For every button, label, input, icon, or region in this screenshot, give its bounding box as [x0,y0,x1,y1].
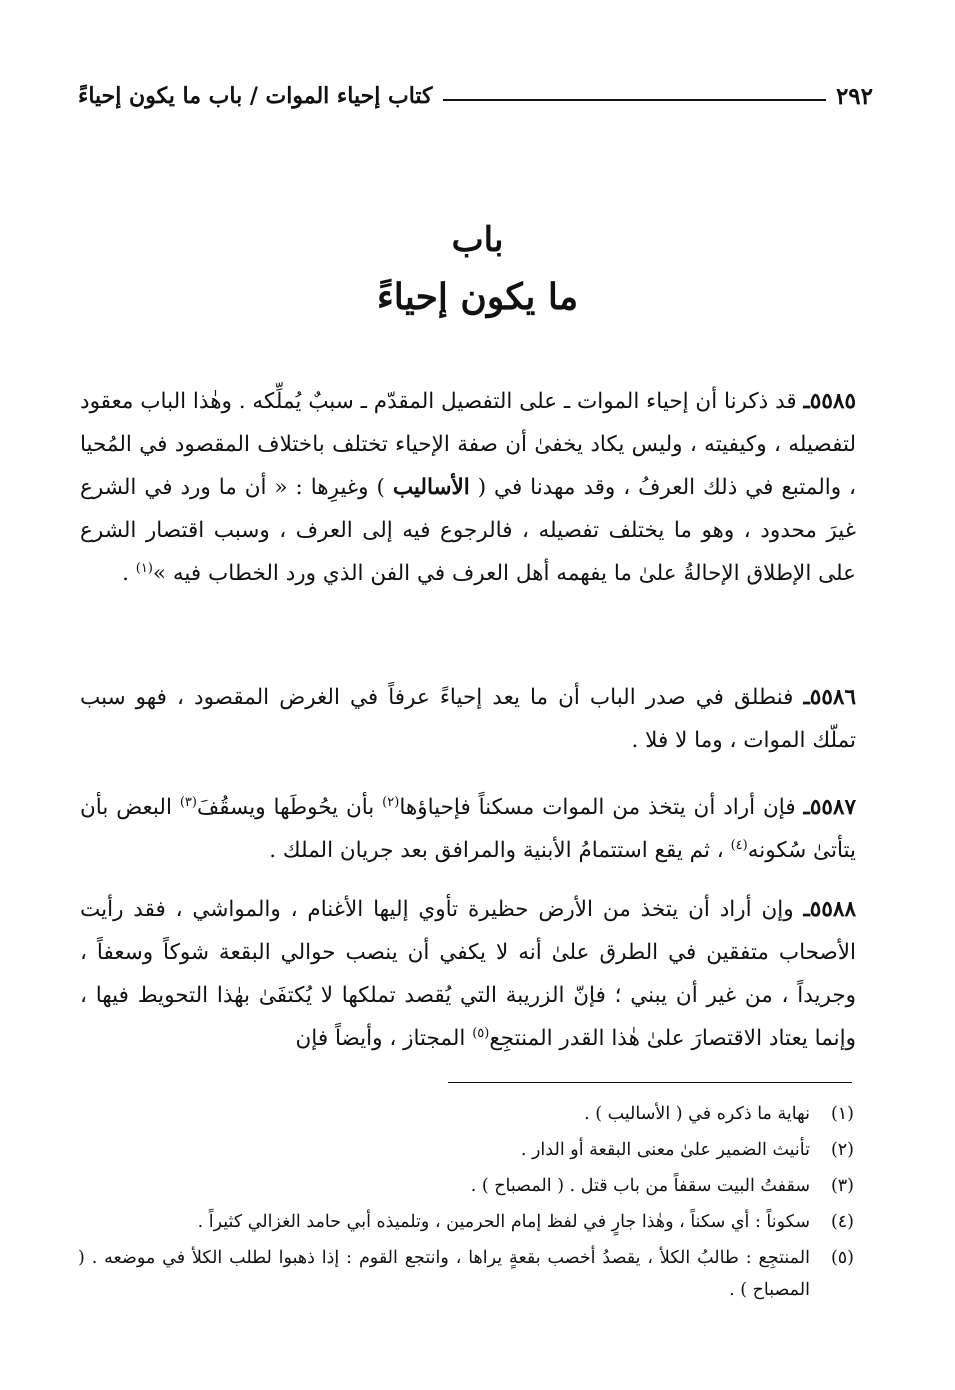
footnote-separator [448,1082,852,1083]
paragraph-number: ٥٥٨٦ـ [803,685,856,710]
bold-term: الأساليب [392,475,470,500]
running-title: كتاب إحياء الموات / باب ما يكون إحياءً [78,83,433,109]
footnote-marker: (٣) [830,1176,854,1196]
paragraph-number: ٥٥٨٨ـ [803,897,856,922]
footnote-text: سكوناً : أي سكناً ، وهٰذا جارٍ في لفظ إمام الحرمين ، وتلميذه أبي حامد الغزالي كثيراً . [197,1212,810,1232]
footnote-ref-2[interactable]: (٢) [382,794,400,810]
footnote-marker: (٢) [830,1140,854,1160]
paragraph-text: المجتاز ، وأيضاً فإن [295,1026,473,1051]
footnote-marker: (٥) [830,1248,854,1268]
paragraph-text: ) وغيرِها : « أن ما ورد في الشرع غيرَ محدود ، وهو ما يختلف تفصيله ، فالرجوع فيه إلى العرف ، وسبب اقتصار الشرع على الإطلاق الإحالةُ علىٰ ما يفهمه أهل العرف في الفن الذي ورد الخطاب فيه » [80,475,856,586]
paragraph-5586 [80,676,856,762]
footnote-3 [78,1170,860,1202]
footnote-2 [78,1134,860,1166]
footnote-ref-1[interactable]: (١) [135,560,153,576]
paragraph-text: بأن يحُوطَها ويسقُفَ [196,795,383,820]
footnote-marker: (١) [830,1104,854,1124]
paragraph-text: ، ثم يقع استتمامُ الأبنية والمرافق بعد جريان الملك . [269,838,731,863]
header-rule [443,99,826,101]
footnotes [78,1098,860,1310]
footnote-text: المنتجِع : طالبُ الكلأ ، يقصدُ أخصب بقعةٍ يراها ، وانتجع القوم : إذا ذهبوا لطلب الكلأ في موضعه . ( المصباح ) . [78,1248,810,1300]
footnote-marker: (٤) [830,1212,854,1232]
footnote-text: سقفتُ البيت سقفاً من باب قتل . ( المصباح ) . [470,1176,810,1196]
paragraph-number: ٥٥٨٥ـ [803,389,856,414]
footnote-4 [78,1206,860,1238]
footnote-5 [78,1242,860,1306]
running-header [78,76,873,116]
paragraph-text: فنطلق في صدر الباب أن ما يعد إحياءً عرفاً في الغرض المقصود ، فهو سبب تملّك الموات ، وما لا فلا . [80,685,856,753]
footnote-ref-3[interactable]: (٣) [179,794,197,810]
paragraph-text: قد ذكرنا أن إحياء الموات ـ على التفصيل المقدّم ـ سببٌ يُملِّكه . وهٰذا الباب معقود لتفصيله ، وكيفيته ، وليس يكاد يخفىٰ أن صفة الإحياء تختلف باختلاف المقصود في المُحيا ، والمتبع في ذلك العرفُ ، وقد مهدنا في ( [80,389,856,500]
chapter-title-line1: باب [451,220,504,260]
footnote-text: تأنيث الضمير علىٰ معنى البقعة أو الدار . [520,1140,810,1160]
paragraph-5585 [80,380,856,595]
chapter-title-line2: ما يكون إحياءً [376,276,579,318]
paragraph-5588 [80,888,856,1060]
paragraph-text: وإن أراد أن يتخذ من الأرض حظيرة تأوي إليها الأغنام ، والمواشي ، فقد رأيت الأصحاب متفقين في الطرق علىٰ أنه لا يكفي أن ينصب حوالي البقعة شوكاً وسعفاً ، وجريداً ، من غير أن يبني ؛ فإنّ الزريبة التي يُقصد تملكها لا يُكتفَىٰ بهٰذا التحويط فيها ، وإنما يعتاد الاقتصارَ علىٰ هٰذا القدر المنتجِع [80,897,856,1051]
footnote-1 [78,1098,860,1130]
footnote-text: نهاية ما ذكره في ( الأساليب ) . [584,1104,810,1124]
paragraph-text: البعض بأن يتأتىٰ سُكونه [80,795,856,863]
paragraph-number: ٥٥٨٧ـ [803,795,857,820]
footnote-ref-4[interactable]: (٤) [730,837,748,853]
paragraph-text: . [122,561,136,586]
paragraph-text: فإن أراد أن يتخذ من الموات مسكناً فإحياؤها [399,795,804,820]
page-number: ٢٩٢ [835,82,873,110]
paragraph-5587 [80,786,856,872]
footnote-ref-5[interactable]: (٥) [472,1025,490,1041]
